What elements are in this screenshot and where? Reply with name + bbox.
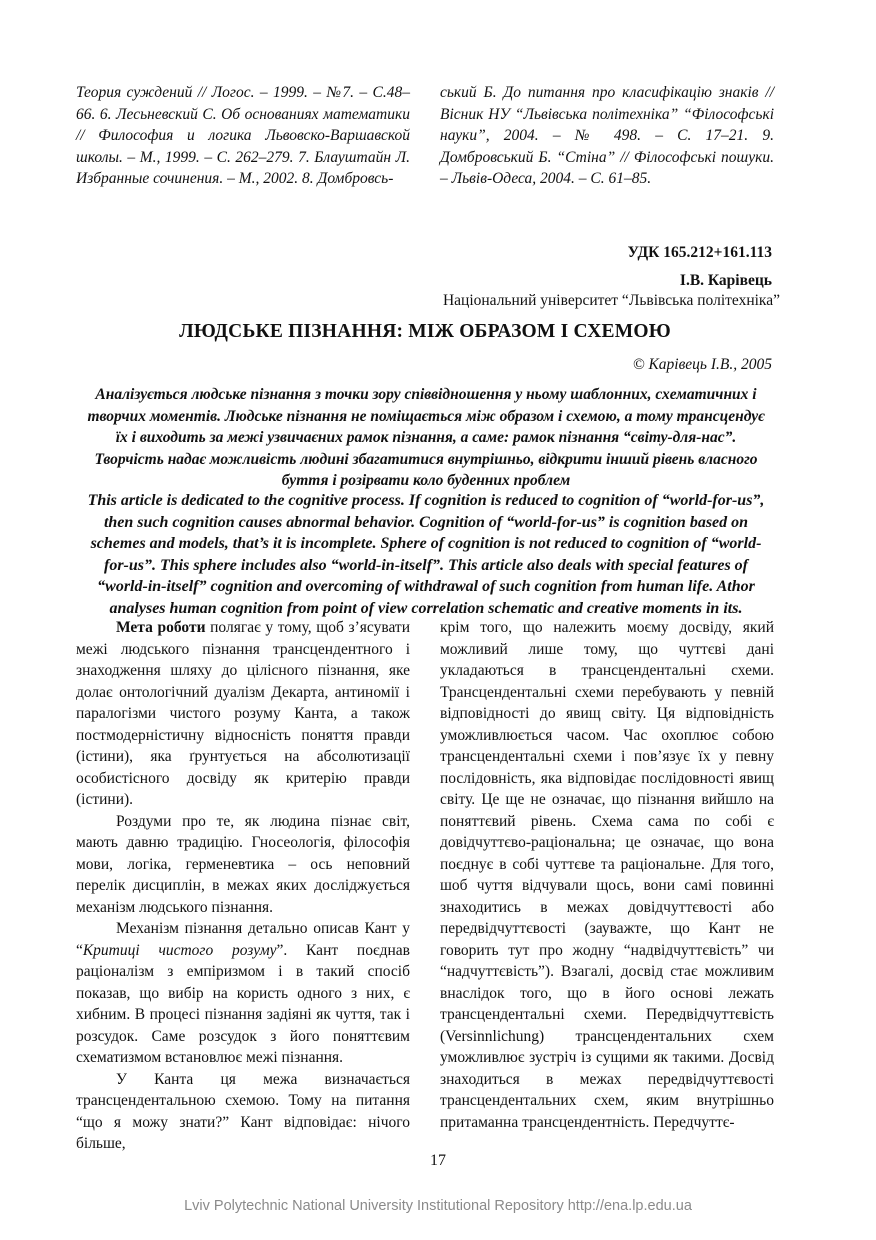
udk-code: УДК 165.212+161.113 xyxy=(627,244,772,261)
author-affiliation: Національний університет “Львівська політехніка” xyxy=(442,292,780,309)
body-right-column xyxy=(440,617,774,1133)
kant-book-title: Критиці чистого розуму xyxy=(82,941,277,959)
author-name: І.В. Карівець xyxy=(679,272,772,289)
kant-text-b: ”. Кант поєднав раціоналізм з емпіризмом і в такий спосіб показав, що вибір на користь одного з них, є хибним. В процесі пізнання задіяні як чуття, так і розсудок. Саме розсудок з його поняттєвим схематизмом встановлює межі пізнання. xyxy=(76,941,410,1066)
aim-lead: Мета роботи xyxy=(116,619,206,636)
body-paragraph-tradition: Роздуми про те, як людина пізнає світ, мають давню традицію. Гносеологія, філософія мови, логіка, герменевтика – ось неповний перелік дисциплін, в межах яких досліджується механізм людського пізнання. xyxy=(76,812,410,916)
body-paragraph-aim xyxy=(76,617,410,811)
page-number: 17 xyxy=(430,1152,446,1169)
references-right-column: ський Б. До питання про класифікацію знаків // Вісник НУ “Львівська політехніка” “Філософські науки”, 2004. – № 498. – С. 17–21. 9. Домбровський Б. “Стіна” // Філософські пошуки. – Львів-Одеса, 2004. – С. 61–85. xyxy=(440,84,774,187)
abstract-ukrainian: Аналізується людське пізнання з точки зору співвідношення у ньому шаблонних, схематичних і творчих моментів. Людське пізнання не поміщається між образом і схемою, а тому трансцендує їх і виходить за межі узвичаєних рамок пізнання, а саме: рамок пізнання “світу-для-нас”. Творчість надає можливість людині збагатитися внутрішньо, відкрити інший рівень власного буття і розірвати коло буденних проблем xyxy=(87,386,765,489)
body-paragraph-limit: У Канта ця межа визначається трансцендентальною схемою. Тому на питання “що я можу знати?” Кант відповідає: нічого більше, xyxy=(76,1070,410,1152)
references-left-column: Теория суждений // Логос. – 1999. – №7. – С.48–66. 6. Лесьневский С. Об основаниях математики // Философия и логика Львовско-Варшавской школы. – М., 1999. – С. 262–279. 7. Блауштайн Л. Избранные сочинения. – М., 2002. 8. Домбровсь- xyxy=(76,84,410,187)
body-left-column xyxy=(76,617,410,1155)
kant-text-a: Механізм пізнання детально описав Кант у “ xyxy=(76,920,410,959)
body-paragraph-kant xyxy=(76,918,410,1069)
abstract-english: This article is dedicated to the cognitive process. If cognition is reduced to cognition of “world-for-us”, then such cognition causes abnormal behavior. Cognition of “world-for-us” is cognition based on schemes and models, that’s it is incomplete. Sphere of cognition is not reduced to cognition of “world-for-us”. This sphere includes also “world-in-itself”. This article also deals with special features of “world-in-itself” cognition and overcoming of withdrawal of such cognition from human life. Athor analyses human cognition from point of view correlation schematic and creative moments in its. xyxy=(87,492,765,617)
repository-footer: Lviv Polytechnic National University Institutional Repository http://ena.lp.edu.ua xyxy=(184,1198,692,1214)
copyright-notice: © Карівець І.В., 2005 xyxy=(632,356,772,373)
article-title: ЛЮДСЬКЕ ПІЗНАННЯ: МІЖ ОБРАЗОМ І СХЕМОЮ xyxy=(179,321,671,342)
body-paragraph-continued: крім того, що належить моєму досвіду, який можливий лише тому, що чуттєві дані укладаються в трансцендентальні схеми. Трансцендентальні схеми перебувають у певній відповідності до явищ світу. Ця відповідність уможливлюється часом. Час охоплює собою трансцендентальні схеми і пов’язує їх у певну послідовність, яка відповідає послідовності явищ світу. Це ще не означає, що пізнання вийшло на поняттєвий рівень. Схема сама по собі є довідчуттєво-раціональна; це означає, що вона поєднує в собі чуттєве та раціональне. Для того, шоб чуття відчували щось, вони самі повинні знаходитись в межах довідчуттєвості або передвідчуттєвості (зауважте, що Кант не говорить тут про жодну “надвідчуттєвість” чи “надчуттєвість”). Взагалі, досвід стає можливим внаслідок того, що в його основі лежать трансцендентальні схеми. Передвідчуттєвість (Versinnlichung) трансцендентальних схем уможливлює зустріч із сущими як такими. Досвід знаходиться в межах передвідчуттєвості трансцендентальних схем, яким внутрішньо притаманна трансцендентність. Передчуттє- xyxy=(440,619,774,1131)
aim-text: полягає у тому, щоб з’ясувати межі людського пізнання трансцендентного і знаходження шляху до цілісного пізнання, яке долає онтологічний дуалізм Декарта, антиномії і паралогізми чистого розуму Канта, а також постмодерністичну відносність поняття правди (істини), яка ґрунтується на абсолютизації особистісного досвіду як критерію правди (істини). xyxy=(76,619,410,808)
